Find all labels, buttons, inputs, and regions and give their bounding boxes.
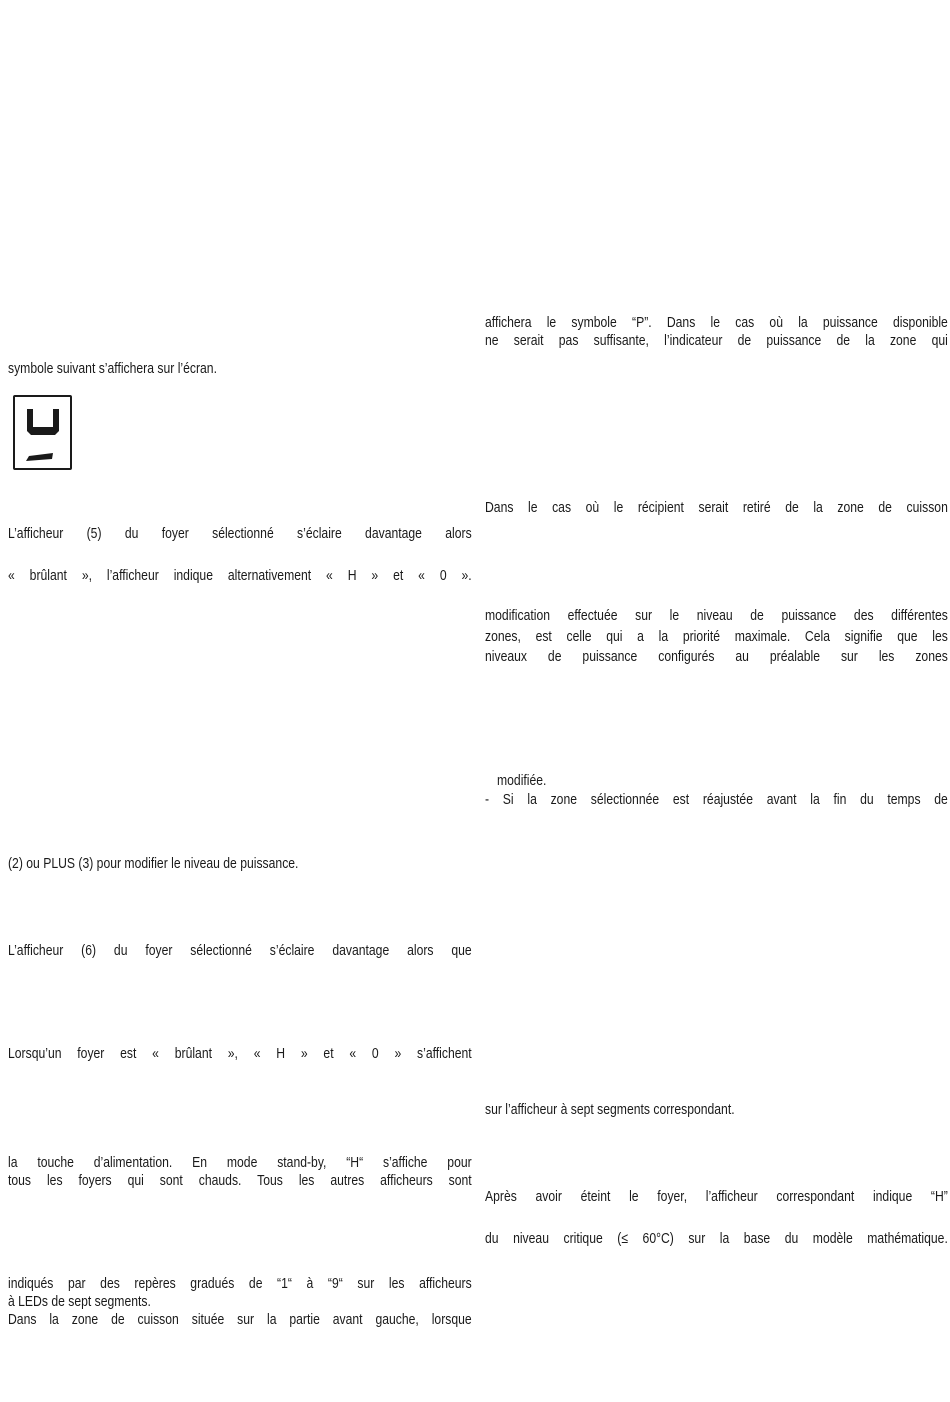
text-line: L’afficheur (6) du foyer sélectionné s’éclaire davantage alors que (8, 943, 472, 959)
text-line: affichera le symbole “P”. Dans le cas où la puissance disponible (485, 315, 948, 331)
text-line: la touche d’alimentation. En mode stand-by, “H“ s’affiche pour (8, 1155, 472, 1171)
text-line: du niveau critique (≤ 60°C) sur la base du modèle mathématique. (485, 1231, 948, 1247)
text-line: « brûlant », l’afficheur indique alternativement « H » et « 0 ». (8, 568, 472, 584)
text-line: Après avoir éteint le foyer, l’afficheur correspondant indique “H” (485, 1189, 948, 1205)
text-line: indiqués par des repères gradués de “1“ à “9“ sur les afficheurs (8, 1276, 472, 1292)
text-line: ne serait pas suffisante, l’indicateur de puissance de la zone qui (485, 333, 948, 349)
text-line: Dans la zone de cuisson située sur la partie avant gauche, lorsque (8, 1312, 472, 1328)
text-line: zones, est celle qui a la priorité maximale. Cela signifie que les (485, 629, 948, 645)
text-line: modifiée. (497, 773, 547, 789)
text-line: niveaux de puissance configurés au préalable sur les zones (485, 649, 948, 665)
text-line: (2) ou PLUS (3) pour modifier le niveau de puissance. (8, 856, 299, 872)
text-line: - Si la zone sélectionnée est réajustée avant la fin du temps de (485, 792, 948, 808)
text-line: Dans le cas où le récipient serait retiré de la zone de cuisson (485, 500, 948, 516)
text-line: L’afficheur (5) du foyer sélectionné s’éclaire davantage alors (8, 526, 472, 542)
text-line: tous les foyers qui sont chauds. Tous les autres afficheurs sont (8, 1173, 472, 1189)
text-line: modification effectuée sur le niveau de puissance des différentes (485, 608, 948, 624)
seven-segment-u-symbol-icon (13, 395, 72, 470)
text-line: Lorsqu’un foyer est « brûlant », « H » et « 0 » s’affichent (8, 1046, 472, 1062)
text-line: symbole suivant s’affichera sur l’écran. (8, 361, 217, 377)
text-line: à LEDs de sept segments. (8, 1294, 151, 1310)
text-line: sur l’afficheur à sept segments correspondant. (485, 1102, 735, 1118)
